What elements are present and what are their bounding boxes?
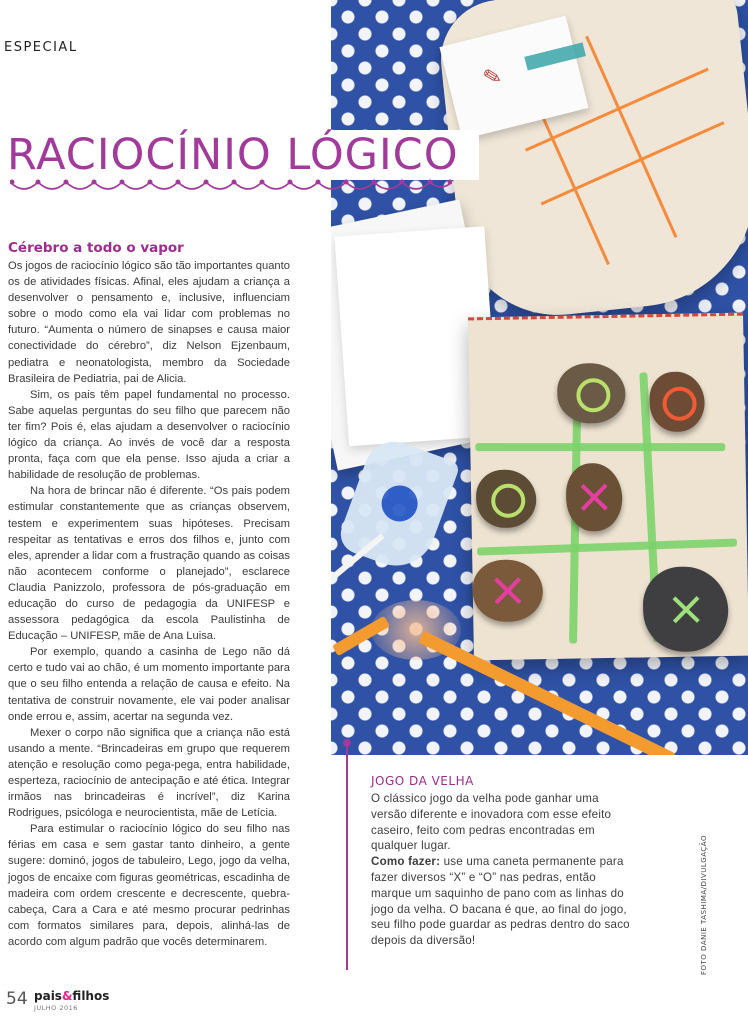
page-number: 54	[6, 989, 28, 1009]
stone-x	[472, 559, 543, 622]
sidebar-intro: O clássico jogo da velha pode ganhar uma versão diferente e inovadora com esse efeito caseiro, feito com pedras encontradas em qualquer lugar.	[371, 792, 612, 853]
stone-o	[557, 363, 626, 424]
howto-text: use uma caneta permanente para fazer diversos “X” e “O” nas pedras, então marque um saquinho de pano com as linhas do jogo da velha. O bacana é que, ao final do jogo, seu filho pode guardar as pedras dentro do saco depois da diversão!	[371, 855, 630, 948]
scallop-ornament	[10, 178, 452, 200]
sidebar-divider	[346, 745, 348, 970]
sidebar-title: JOGO DA VELHA	[371, 774, 474, 788]
sidebar-howto	[371, 854, 636, 949]
article-paragraph: Por exemplo, quando a casinha de Lego não dá certo e tudo vai ao chão, é um momento importante para que o seu filho entenda a relação de causa e efeito. Na tentativa de construir novamente, ele vai poder analisar onde errou e, assim, acertar na segunda vez.	[8, 646, 290, 723]
tic-tac-toe-photo	[331, 0, 748, 755]
photo-credit: FOTO DANIE TASHIMA/DIVULGAÇÃO	[700, 835, 708, 975]
article-paragraph: Sim, os pais têm papel fundamental no processo. Sabe aquelas perguntas do seu filho que parecem não ter fim? Pois é, elas ajudam a desenvolver o raciocínio lógico da criança. Ao invés de você dar a resposta pronta, faça com que ela pense. Isso ajuda a criar a habilidade de resolução de problemas.	[8, 388, 290, 482]
stone-x	[642, 566, 728, 652]
article-subhead: Cérebro a todo o vapor	[8, 240, 184, 256]
magazine-logo: pais&filhos	[34, 989, 110, 1003]
article-paragraph: Os jogos de raciocínio lógico são tão importantes quanto os de atividades físicas. Afinal, eles ajudam a criança a desenvolver o pensamento e, inclusive, influenciam sobre o modo como ela vai lidar com problemas no futuro. “Aumenta o número de sinapses e causa maior conectividade do cérebro”, diz Nelson Ejzenbaum, pediatra e neonatologista, membro da Sociedade Brasileira de Pediatria, pai de Alicia.	[8, 260, 290, 385]
article-paragraph: Mexer o corpo não significa que a criança não está usando a mente. “Brincadeiras em grupo que requerem atenção e resolução como pega-pega, entra habilidade, esperteza, raciocínio de antecipação e até ética. Integrar irmãos nas brincadeiras é incrível”, diz Karina Rodrigues, psicóloga e neurocientista, mãe de Letícia.	[8, 726, 290, 820]
stone-o	[649, 371, 705, 432]
issue-date: JULHO 2016	[34, 1004, 78, 1012]
article-paragraph: Para estimular o raciocínio lógico do seu filho nas férias em casa e sem gastar tanto dinheiro, a gente sugere: dominó, jogos de tabuleiro, Lego, jogo da velha, jogos de encaixe com figuras geométricas, escadinha de madeira com ordem crescente e decrescente, quebra-cabeça, Cara a Cara e até mesmo procurar pedrinhas com formatos similares para, depois, alinhá-las de acordo com algum padrão que vocês determinarem.	[8, 823, 290, 948]
stone-o	[476, 469, 537, 528]
article-body	[8, 240, 290, 950]
gift-tag: ✎	[439, 16, 588, 140]
sidebar-box	[371, 774, 636, 949]
section-label: ESPECIAL	[4, 40, 78, 55]
howto-label: Como fazer:	[371, 855, 441, 869]
page-title: RACIOCÍNIO LÓGICO	[7, 130, 479, 180]
article-paragraph: Na hora de brincar não é diferente. “Os pais podem estimular constantemente que as crianças observem, testem e experimentem suas hipóteses. Precisam respeitar as tentativas e erros dos filhos e, junto com eles, aprender a lidar com a frustração quando as coisas não acontecem conforme o planejado”, esclarece Claudia Panizzolo, professora de pós-graduação em educação do curso de pedagogia da UNIFESP e assessora pedagógica da escola Paulistinha de Educação – UNIFESP, mãe de Ana Luisa.	[8, 485, 290, 643]
tic-tac-toe-bag	[468, 313, 748, 661]
stone-x	[566, 463, 623, 532]
